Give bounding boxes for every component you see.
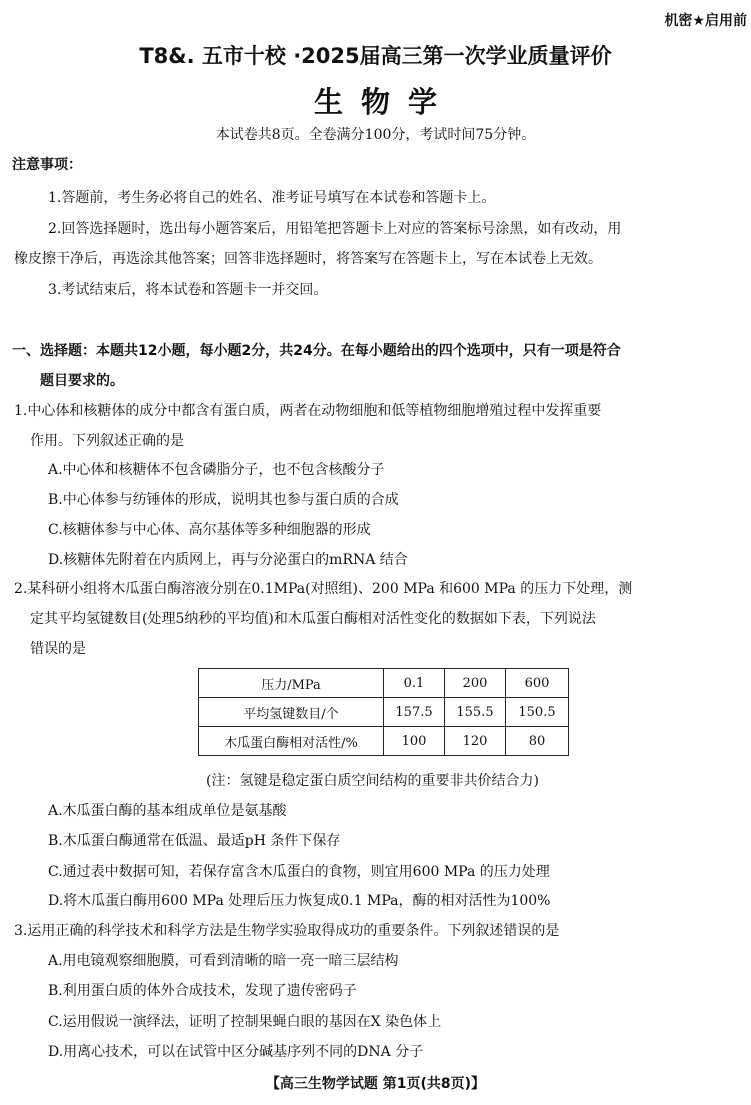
table-cell: 100 <box>384 727 445 756</box>
q1-option-a: A.中心体和核糖体不包含磷脂分子，也不包含核酸分子 <box>48 462 385 478</box>
q1-stem: 1.中心体和核糖体的成分中都含有蛋白质，两者在动物细胞和低等植物细胞增殖过程中发挥重要 <box>14 403 602 419</box>
q3-option-b: B.利用蛋白质的体外合成技术，发现了遗传密码子 <box>48 983 357 999</box>
notes-heading: 注意事项： <box>12 157 82 173</box>
table-cell: 压力/MPa <box>199 669 384 698</box>
q2-option-d: D.将木瓜蛋白酶用600 MPa 处理后压力恢复成0.1 MPa，酶的相对活性为100% <box>48 893 551 909</box>
subject-title: 生物学 <box>313 85 455 119</box>
page-footer: 【高三生物学试题 第1页(共8页)】 <box>265 1076 486 1092</box>
table-cell: 0.1 <box>384 669 445 698</box>
q1-option-b: B.中心体参与纺锤体的形成，说明其也参与蛋白质的合成 <box>48 492 399 508</box>
q2-option-b: B.木瓜蛋白酶通常在低温、最适pH 条件下保存 <box>48 833 341 849</box>
table-cell: 平均氢键数目/个 <box>199 698 384 727</box>
table-row <box>199 727 569 756</box>
q2-stem-cont2: 错误的是 <box>30 641 86 657</box>
q3-option-a: A.用电镜观察细胞膜，可看到清晰的暗一亮一暗三层结构 <box>48 953 399 969</box>
note-1: 1.答题前，考生务必将自己的姓名、准考证号填写在本试卷和答题卡上。 <box>48 190 496 206</box>
table-row <box>199 669 569 698</box>
q1-stem-cont: 作用。下列叙述正确的是 <box>30 433 184 449</box>
table-row <box>199 698 569 727</box>
q2-stem: 2.某科研小组将木瓜蛋白酶溶液分别在0.1MPa(对照组)、200 MPa 和600 MPa 的压力下处理，测 <box>14 581 633 597</box>
table-cell: 157.5 <box>384 698 445 727</box>
q1-option-c: C.核糖体参与中心体、高尔基体等多种细胞器的形成 <box>48 522 371 538</box>
note-3: 3.考试结束后，将本试卷和答题卡一并交回。 <box>48 282 328 298</box>
table-cell: 155.5 <box>445 698 506 727</box>
exam-info: 本试卷共8页。全卷满分100分，考试时间75分钟。 <box>215 127 536 143</box>
section-heading-cont: 题目要求的。 <box>40 373 124 389</box>
table-cell: 600 <box>506 669 569 698</box>
table-cell: 80 <box>506 727 569 756</box>
q2-option-a: A.木瓜蛋白酶的基本组成单位是氨基酸 <box>48 803 287 819</box>
q1-option-d: D.核糖体先附着在内质网上，再与分泌蛋白的mRNA 结合 <box>48 552 408 568</box>
confidential-mark: 机密★启用前 <box>664 13 747 29</box>
q3-option-c: C.运用假说一演绎法，证明了控制果蝇白眼的基因在X 染色体上 <box>48 1014 442 1030</box>
table-cell: 120 <box>445 727 506 756</box>
table-cell: 200 <box>445 669 506 698</box>
q2-option-c: C.通过表中数据可知，若保存富含木瓜蛋白的食物，则宜用600 MPa 的压力处理 <box>48 864 550 880</box>
q3-stem: 3.运用正确的科学技术和科学方法是生物学实验取得成功的重要条件。下列叙述错误的是 <box>14 923 560 939</box>
exam-title: T8&. 五市十校 ·2025届高三第一次学业质量评价 <box>139 44 612 68</box>
q2-stem-cont: 定其平均氢键数目(处理5纳秒的平均值)和木瓜蛋白酶相对活性变化的数据如下表，下列说法 <box>30 611 596 627</box>
note-2: 2.回答选择题时，选出每小题答案后，用铅笔把答题卡上对应的答案标号涂黑，如有改动，用 <box>48 221 622 237</box>
q2-data-table <box>198 668 569 756</box>
q2-table-note: (注：氢键是稳定蛋白质空间结构的重要非共价结合力) <box>206 773 539 789</box>
table-cell: 150.5 <box>506 698 569 727</box>
q3-option-d: D.用离心技术，可以在试管中区分碱基序列不同的DNA 分子 <box>48 1044 424 1060</box>
note-2-cont: 橡皮擦干净后，再选涂其他答案；回答非选择题时，将答案写在答题卡上，写在本试卷上无效。 <box>14 251 602 267</box>
section-heading: 一、选择题：本题共12小题，每小题2分，共24分。在每小题给出的四个选项中，只有一项是符合 <box>12 343 621 359</box>
table-cell: 木瓜蛋白酶相对活性/% <box>199 727 384 756</box>
